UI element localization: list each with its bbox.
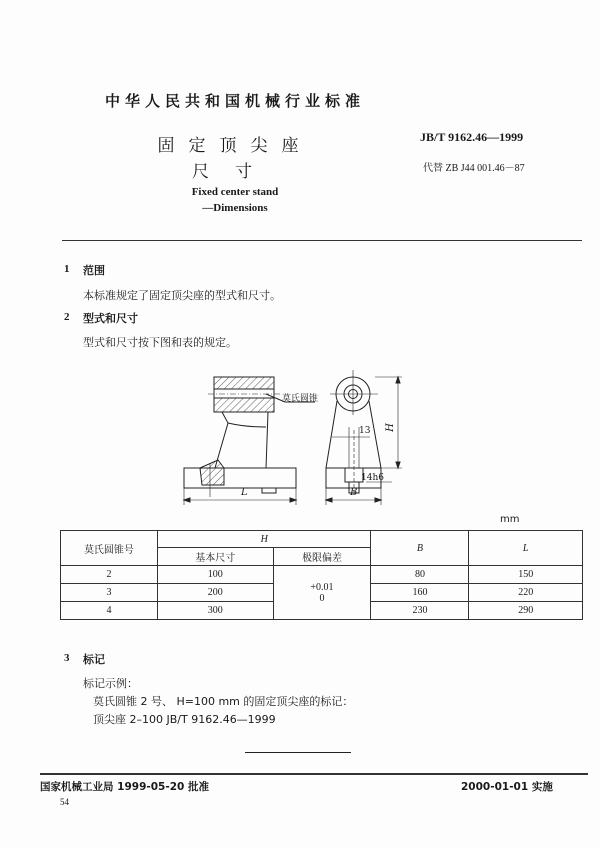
- footer-divider: [40, 773, 588, 775]
- tolerance-upper: +0.01: [310, 581, 334, 593]
- dimension-L: L: [241, 487, 248, 498]
- cell-B: 160: [371, 584, 469, 602]
- document-subtitle: 尺寸: [192, 162, 278, 182]
- standard-number: JB/T 9162.46—1999: [420, 130, 524, 144]
- cell-H: 200: [157, 584, 273, 602]
- tolerance-lower: 0: [319, 592, 325, 604]
- organization-title: 中华人民共和国机械行业标准: [104, 92, 365, 110]
- cell-H: 100: [157, 566, 273, 584]
- header-L: L: [469, 531, 583, 566]
- section-1-title: 范围: [83, 264, 105, 277]
- cell-L: 290: [469, 602, 583, 620]
- dimension-14h6: 14h6: [361, 473, 384, 483]
- cell-H: 300: [157, 602, 273, 620]
- marking-example-code: 顶尖座 2–100 JB/T 9162.46—1999: [93, 713, 276, 726]
- cell-B: 230: [371, 602, 469, 620]
- implementation-date: 2000-01-01 实施: [461, 781, 553, 793]
- replaces-standard: 代替 ZB J44 001.46－87: [423, 163, 525, 174]
- cell-B: 80: [371, 566, 469, 584]
- table-row: [61, 566, 583, 584]
- marking-example-description: 莫氏圆锥 2 号、 H=100 mm 的固定顶尖座的标记：: [93, 695, 354, 708]
- marking-example-label: 标记示例：: [83, 677, 138, 690]
- section-2-title: 型式和尺寸: [83, 312, 138, 325]
- dimension-13: 13: [359, 426, 371, 436]
- section-1-number: 1: [64, 263, 70, 275]
- section-3-title: 标记: [83, 653, 105, 666]
- english-title: Fixed center stand: [191, 186, 279, 198]
- dimension-B: B: [350, 487, 358, 498]
- end-divider: [245, 752, 351, 753]
- cell-morse-no: 4: [61, 602, 158, 620]
- header-limit-deviation: 极限偏差: [273, 548, 371, 566]
- morse-taper-label: 莫氏圆锥: [282, 394, 319, 404]
- cell-morse-no: 3: [61, 584, 158, 602]
- document-title: 固定顶尖座: [157, 136, 313, 156]
- page-number: 54: [60, 797, 69, 807]
- section-1-text: 本标准规定了固定顶尖座的型式和尺寸。: [83, 289, 281, 302]
- header-divider: [62, 240, 582, 241]
- header-H: H: [157, 531, 371, 548]
- header-basic-size: 基本尺寸: [157, 548, 273, 566]
- cell-L: 150: [469, 566, 583, 584]
- cell-L: 220: [469, 584, 583, 602]
- english-subtitle: —Dimensions: [202, 202, 268, 214]
- section-2-number: 2: [64, 311, 70, 323]
- section-2-text: 型式和尺寸按下图和表的规定。: [83, 336, 237, 349]
- approval-date: 国家机械工业局 1999-05-20 批准: [40, 781, 209, 793]
- header-morse-no: 莫氏圆锥号: [61, 531, 158, 566]
- technical-drawing: [170, 365, 430, 510]
- cell-limit-deviation: [273, 566, 371, 620]
- cell-morse-no: 2: [61, 566, 158, 584]
- section-3-number: 3: [64, 652, 70, 664]
- table-unit: mm: [500, 514, 520, 525]
- header-B: B: [371, 531, 469, 566]
- dimensions-table: [60, 530, 583, 620]
- dimension-H: H: [384, 423, 396, 432]
